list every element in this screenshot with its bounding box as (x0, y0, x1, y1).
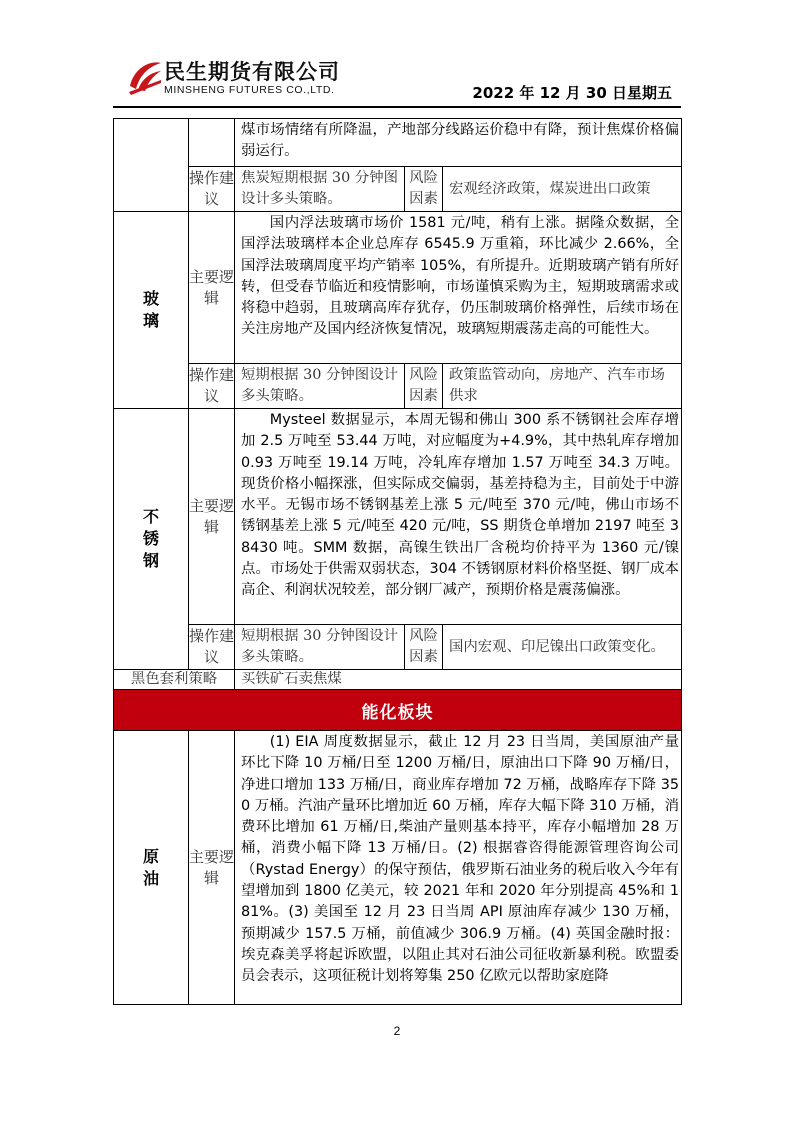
coal-operation-text: 焦炭短期根据 30 分钟图设计多头策略。 (235, 167, 405, 212)
risk-label: 风险因素 (405, 625, 443, 670)
glass-logic-row (114, 212, 682, 364)
section-title: 能化板块 (114, 690, 682, 731)
strategy-table (113, 118, 682, 1005)
logo-chinese-name: 民生期货有限公司 (164, 60, 340, 84)
glass-risk-text: 政策监管动向，房地产、汽车市场供求 (443, 364, 682, 409)
stainless-product-name: 不锈钢 (114, 409, 189, 670)
coal-operation-row (114, 167, 682, 212)
coal-logic-row (114, 119, 682, 167)
main-logic-label: 主要逻辑 (189, 409, 235, 625)
page-number: 2 (393, 1024, 401, 1038)
stainless-logic-text: Mysteel 数据显示，本周无锡和佛山 300 系不锈钢社会库存增加 2.5 万吨至 53.44 万吨，对应幅度为+4.9%，其中热轧库存增加 0.93 万吨至 19.14 万吨，冷轧库存增加 1.57 万吨至 34.3 万吨。现货价格小幅探涨，但实际成交偏弱，基差持稳为主，目前处于中游水平。无锡市场不锈钢基差上涨 5 元/吨至 370 元/吨，佛山市场不锈钢基差上涨 5 元/吨至 420 元/吨，SS 期货仓单增加 2197 吨至 38430 吨。SMM 数据，高镍生铁出厂含税均价持平为 1360 元/镍点。市场处于供需双弱状态，304 不锈钢原材料价格坚挺、钢厂成本高企、利润状况较差，部分钢厂减产，预期价格是震荡偏涨。 (235, 409, 682, 625)
coal-product-cell (114, 119, 189, 212)
stainless-logic-row (114, 409, 682, 625)
coal-label-cell (189, 119, 235, 167)
logo-english-name: MINSHENG FUTURES CO.,LTD. (164, 84, 335, 96)
risk-label: 风险因素 (405, 364, 443, 409)
coal-risk-text: 宏观经济政策，煤炭进出口政策 (443, 167, 682, 212)
glass-operation-row (114, 364, 682, 409)
report-date: 2022 年 12 月 30 日星期五 (472, 84, 672, 102)
section-band-row (114, 690, 682, 731)
page-header (0, 0, 794, 110)
crude-logic-row (114, 731, 682, 1005)
main-logic-label: 主要逻辑 (189, 731, 235, 1005)
stainless-operation-text: 短期根据 30 分钟图设计多头策略。 (235, 625, 405, 670)
coal-logic-text: 煤市场情绪有所降温，产地部分线路运价稳中有降，预计焦煤价格偏弱运行。 (235, 119, 682, 167)
operation-label: 操作建议 (189, 167, 235, 212)
header-divider (113, 106, 681, 108)
operation-label: 操作建议 (189, 364, 235, 409)
arbitrage-row (114, 670, 682, 690)
crude-product-name: 原油 (114, 731, 189, 1005)
stainless-operation-row (114, 625, 682, 670)
crude-logic-text: (1) EIA 周度数据显示，截止 12 月 23 日当周，美国原油产量环比下降 10 万桶/日至 1200 万桶/日，原油出口下降 90 万桶/日，净进口增加 133 万桶/日，商业库存增加 72 万桶，战略库存下降 350 万桶。汽油产量环比增加近 60 万桶，库存大幅下降 310 万桶，消费环比增加 61 万桶/日,柴油产量则基本持平，库存小幅增加 28 万桶，消费小幅下降 13 万桶/日。(2) 根据睿咨得能源管理咨询公司（Rystad Energy）的保守预估，俄罗斯石油业务的税后收入今年有望增加到 1800 亿美元，较 2021 年和 2020 年分别提高 45%和 181%。(3) 美国至 12 月 23 日当周 API 原油库存减少 130 万桶，预期减少 157.5 万桶，前值减少 306.9 万桶。(4) 英国金融时报：埃克森美孚将起诉欧盟，以阻止其对石油公司征收新暴利税。欧盟委员会表示，这项征税计划将筹集 250 亿欧元以帮助家庭降 (235, 731, 682, 1005)
arbitrage-text: 买铁矿石卖焦煤 (235, 670, 682, 690)
stainless-risk-text: 国内宏观、印尼镍出口政策变化。 (443, 625, 682, 670)
risk-label: 风险因素 (405, 167, 443, 212)
main-logic-label: 主要逻辑 (189, 212, 235, 364)
glass-logic-text: 国内浮法玻璃市场价 1581 元/吨，稍有上涨。据隆众数据，全国浮法玻璃样本企业总库存 6545.9 万重箱，环比减少 2.66%，全国浮法玻璃周度平均产销率 105%，有所提升。近期玻璃产销有所好转，但受春节临近和疫情影响，市场谨慎采购为主，短期玻璃需求或将稳中趋弱，且玻璃高库存犹存，仍压制玻璃价格弹性，后续市场在关注房地产及国内经济恢复情况，玻璃短期震荡走高的可能性大。 (235, 212, 682, 364)
glass-operation-text: 短期根据 30 分钟图设计多头策略。 (235, 364, 405, 409)
company-logo (128, 56, 368, 102)
glass-product-name: 玻璃 (114, 212, 189, 409)
arbitrage-label: 黑色套利策略 (114, 670, 235, 690)
minsheng-logo-icon (128, 56, 162, 96)
operation-label: 操作建议 (189, 625, 235, 670)
